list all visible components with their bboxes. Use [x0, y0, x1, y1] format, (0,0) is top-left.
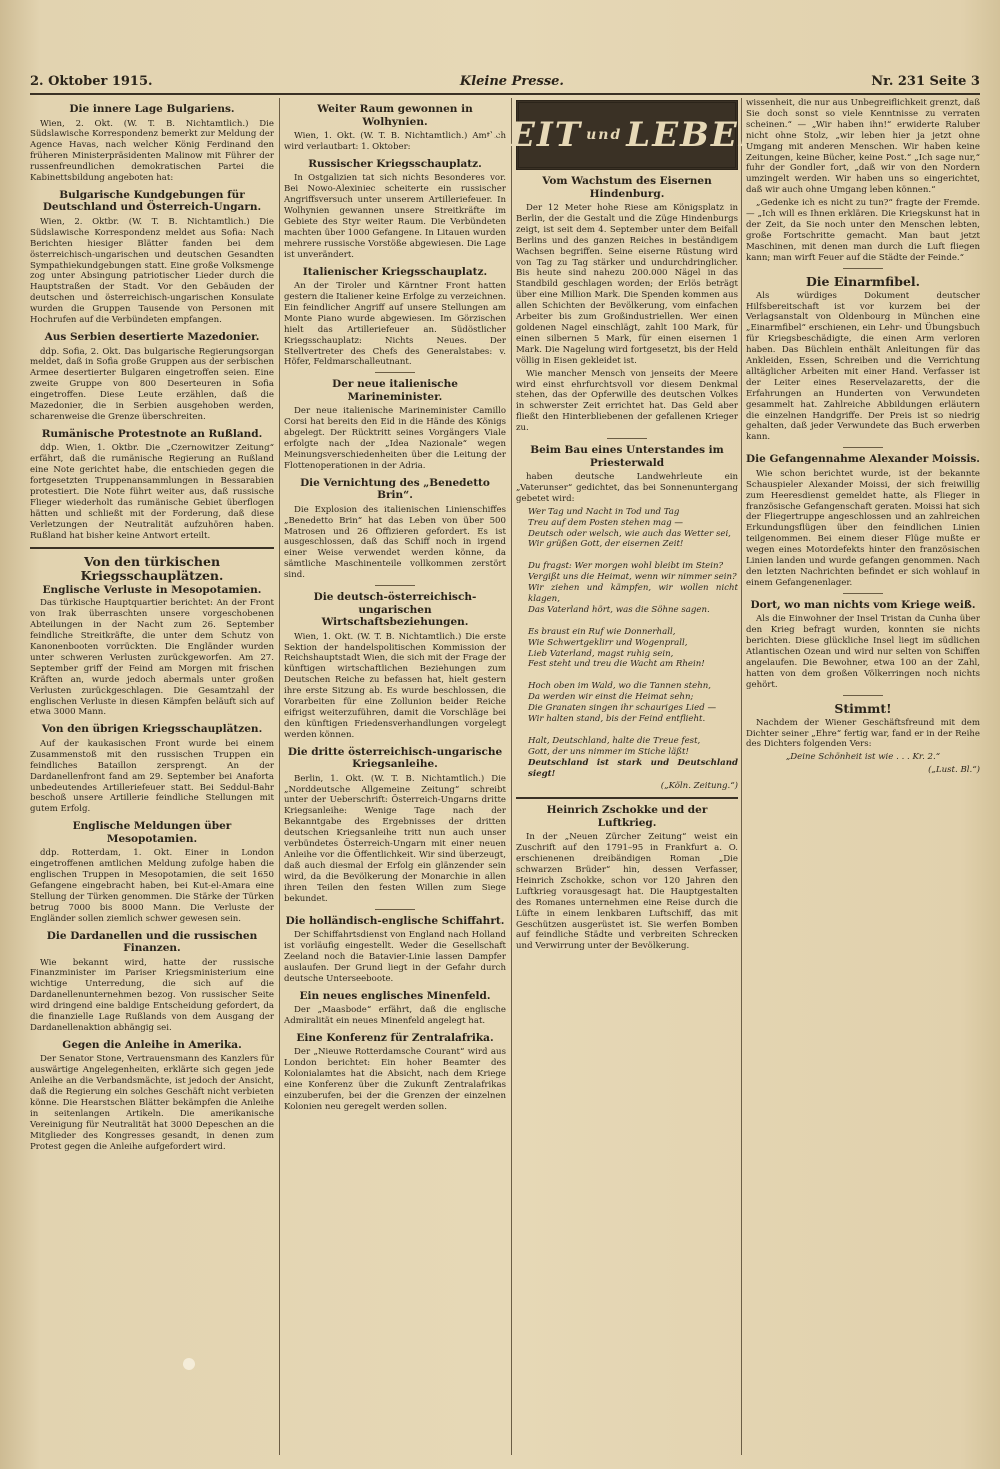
article-text: Der Schiffahrtsdienst von England nach Holland ist vorläufig eingestellt. Weder die Gesellschaft Zeeland noch die Batavier-Linie lassen Dampfer auslaufen. Der Grund liegt in der Gefahr durch deutsche Unterseeboote.: [284, 930, 506, 984]
article-headline: Bulgarische Kundgebungen für Deutschland und Österreich-Ungarn.: [42, 188, 262, 214]
article-text: Der „Nieuwe Rotterdamsche Courant“ wird aus London berichtet: Ein hoher Beamter des Kolonialamtes hat die Absicht, nach dem Kriege eine Konferenz über die Zukunft Zentralafrikas einzuberufen, bei der die Grenzen der einzelnen Kolonien neu geregelt werden sollen.: [284, 1047, 506, 1112]
masthead-word-und: und: [586, 126, 623, 143]
separator: [375, 909, 415, 910]
poem: [516, 507, 738, 780]
article-headline: Gegen die Anleihe in Amerika.: [62, 1038, 242, 1051]
article-text: wissenheit, die nur aus Unbegreiflichkeit grenzt, daß Sie doch sonst so viele Kenntnisse zu verraten scheinen.“ — „Wir haben ihn!“ erwiderte Raluber nicht ohne Stolz, „wir leben hier ja jetzt ohne Umgang mit anderen Menschen. Wir haben keine Zeitungen, keine Bücher, keine Post.“ „Ich sage nur,“ fuhr der Gondler fort, „daß wir von den Nordern umzingelt werden. Wir haben uns so eingerichtet, daß wir auch ohne Umgang leben können.“: [746, 98, 980, 196]
article-headline: Beim Bau eines Unterstandes im Priesterwald: [530, 444, 724, 469]
column-2: [284, 98, 506, 1455]
header-paper-title: Kleine Presse.: [459, 73, 564, 89]
article-text: Auf der kaukasischen Front wurde bei einem Zusammenstoß mit den russischen Truppen ein feindliches Bataillon zersprengt. An der Dardanellenfront fand am 29. September bei Anaforta unbedeutendes Artilleriefeuer statt. Bei Seddul-Bahr beschoß unsere Artillerie feindliche Stellungen mit gutem Erfolg.: [30, 738, 274, 815]
separator: [843, 695, 883, 696]
article-text: Der neue italienische Marineminister Camillo Corsi hat bereits den Eid in die Hände des Königs abgelegt. Der Rücktritt seines Vorgängers Viale erfolgte nach der „Idea Nazionale“ wegen Meinungsverschiedenheiten über die Leitung der Flottenoperationen in der Adria.: [284, 406, 506, 471]
poem-line: Treu auf dem Posten stehen mag —: [528, 517, 683, 528]
article-text: Die Explosion des italienischen Linienschiffes „Benedetto Brin“ hat das Leben von über 500 Matrosen und 26 Offizieren gefordert. Es ist ausgeschlossen, daß das Schiff noch in irgend einer Weise verwendet werden könne, da sämtliche Maschinenteile vollkommen zerstört sind.: [284, 504, 506, 581]
header-issue: Nr. 231 Seite 3: [871, 73, 980, 89]
article-text: ddp. Rotterdam, 1. Okt. Einer in London eingetroffenen amtlichen Meldung zufolge haben die englischen Truppen in Mesopotamien, die seit 1650 Gefangene eingebracht haben, bei Kut-el-Amara eine Stellung der Türken genommen. Die Stärke der Türken betrug 7000 bis 8000 Mann. Die Verluste der Engländer sollen ziemlich schwer gewesen sein.: [30, 848, 274, 924]
source-attribution: („Lust. Bl.“): [928, 765, 980, 776]
page-header: [30, 70, 980, 92]
masthead-word-leben: LEBEN: [626, 114, 772, 155]
poem-line: Wie Schwertgeklirr und Wogenprall,: [528, 637, 688, 648]
article-text: Als würdiges Dokument deutscher Hilfsbereitschaft ist vor kurzem bei der Verlagsanstalt von Oldenbourg in München eine „Einarmfibel“ erschienen, ein Lehr- und Übungsbuch für Kriegsbeschädigte, die einen Arm verloren haben. Das Büchlein enthält Anleitungen für das Ankleiden, Essen, Schreiben und die Verrichtung alltäglicher Arbeiten mit einer Hand. Verfasser ist der Leiter eines Reservelazaretts, der die Erfahrungen an Hunderten von Verwundeten gesammelt hat. Zahlreiche Abbildungen erläutern die einzelnen Handgriffe. Der Preis ist so niedrig gehalten, daß jeder Verwundete das Buch erwerben kann.: [746, 290, 980, 443]
separator: [375, 585, 415, 586]
poem-line: Deutsch oder welsch, wie auch das Wetter sei,: [528, 528, 731, 539]
zeit-und-leben-masthead: [482, 100, 772, 170]
article-text: Wie bekannt wird, hatte der russische Finanzminister im Pariser Kriegsministerium eine wichtige Unterredung, die sich auf die Dardanellenunternehmen bezog. Von russischer Seite wird dringend eine baldige Entscheidung gefordert, da die finanzielle Lage Rußlands von dem Ausgang der Dardanellenaktion abhängig sei.: [30, 957, 274, 1033]
separator: [843, 268, 883, 269]
article-headline: Eine Konferenz für Zentralafrika.: [296, 1031, 494, 1044]
article-headline: Italienischer Kriegsschauplatz.: [302, 265, 488, 278]
separator: [375, 372, 415, 373]
article-text: In der „Neuen Zürcher Zeitung“ weist ein Zuschrift auf den 1791–95 in Frankfurt a. O. erschienenen dreibändigen Roman „Die schwarzen Brüder“ hin, dessen Verfasser, Heinrich Zschokke, schon vor 120 Jahren den Luftkrieg vorausgesagt hat. Die Hauptgestalten des Romanes unternehmen eine Reise durch die Lüfte in einem lenkbaren Luftschiff, das mit Geschützen ausgerüstet ist. Sie werfen Bomben auf feindliche Städte und verbreiten Schrecken und Verwirrung unter der Bevölkerung.: [516, 832, 738, 952]
article-text: Der 12 Meter hohe Riese am Königsplatz in Berlin, der die Gestalt und die Züge Hindenburgs zeigt, ist seit dem 4. September unter dem Beifall Berlins und des ganzen Reiches in beständigem Wachsen begriffen. Seine eiserne Rüstung wird von Tag zu Tag stärker und undurchdringlicher. Bis heute sind nahezu 200.000 Nägel in das Standbild geschlagen worden; der Erlös beträgt über eine Million Mark. Die Spenden kommen aus allen Schichten der Bevölkerung, vom einfachen Arbeiter bis zum Großindustriellen. Wer einen goldenen Nagel einschlägt, zahlt 100 Mark, für einen silbernen 5 Mark, für einen eisernen 1 Mark. Die Nagelung wird fortgesetzt, bis der Held völlig in Eisen gekleidet ist.: [516, 203, 738, 366]
section-rule: [30, 547, 274, 549]
source-attribution: („Köln. Zeitung.“): [660, 781, 738, 792]
poem-line: Deutschland ist stark und Deutschland siegt!: [528, 757, 738, 779]
article-text: „Gedenke ich es nicht zu tun?“ fragte der Fremde. — „Ich will es Ihnen erklären. Die Kriegskunst hat in der Zeit, da Sie noch unter den Menschen lebten, große Fortschritte gemacht. Man baut jetzt Maschinen, mit denen man durch die Luft fliegen kann; man wirft Feuer auf die Städte der Feinde.“: [746, 198, 980, 263]
poem-line: Du fragst: Wer morgen wohl bleibt im Stein?: [528, 561, 724, 572]
poem-line: Gott, der uns nimmer im Stiche läßt!: [528, 746, 689, 757]
article-text: Wien, 1. Okt. (W. T. B. Nichtamtlich.) Amtlich wird verlautbart: 1. Oktober:: [284, 131, 506, 152]
column-3: [482, 98, 772, 1455]
column-1: [30, 98, 274, 1455]
column-divider-1: [279, 98, 280, 1455]
article-headline: Die innere Lage Bulgariens.: [69, 103, 235, 115]
article-headline: Die Einarmfibel.: [805, 273, 921, 289]
article-text: ddp. Sofia, 2. Okt. Das bulgarische Regierungsorgan meldet, daß in Sofia große Gruppen aus der serbischen Armee desertierter Bulgaren eingetroffen seien. Eine zweite Gruppe von 800 Deserteuren in Sofia eingetroffen. Diese Leute erzählen, daß die Mazedonier, die in Serbien ausgehoben werden, scharenweise die Grenze überschreiten.: [30, 346, 274, 422]
article-headline: Ein neues englisches Minenfeld.: [299, 989, 491, 1002]
poem-line: Halt, Deutschland, halte die Treue fest,: [528, 735, 701, 746]
header-date: 2. Oktober 1915.: [30, 73, 153, 89]
separator: [843, 593, 883, 594]
article-text: Wien, 1. Okt. (W. T. B. Nichtamtlich.) Die erste Sektion der handelspolitischen Kommission der Reichshauptstadt Wien, die sich mit der Frage der künftigen wirtschaftlichen Beziehungen zum Deutschen Reiche zu befassen hat, hielt gestern ihre erste Sitzung ab. Es wurde beschlossen, die Vorarbeiten für eine Zollunion beider Reiche eifrigst weiterzuführen, damit die Vorschläge bei den künftigen Friedensverhandlungen vorgelegt werden können.: [284, 631, 506, 740]
header-rule: [30, 93, 980, 95]
column-divider-3: [741, 98, 742, 1455]
section-rule: [516, 797, 738, 799]
poem-line: Fest steht und treu die Wacht am Rhein!: [528, 659, 705, 670]
poem-line: Es braust ein Ruf wie Donnerhall,: [528, 626, 676, 637]
left-edge-fragment: [0, 98, 16, 1455]
article-headline: Heinrich Zschokke und der Luftkrieg.: [546, 804, 708, 829]
article-text: Der Senator Stone, Vertrauensmann des Kanzlers für auswärtige Angelegenheiten, erklärte sich gegen jede Anleihe an die Verbandsmächte, ist jedoch der Ansicht, daß die Regierung ein solches Geschäft nicht verbieten könne. Die Hearstschen Blätter bekämpfen die Anleihe in seitenlangen Artikeln. Die amerikanische Vereinigung für Neutralität hat 3000 Depeschen an die Mitglieder des Kongresses gesandt, in denen zum Protest gegen die Anleihe aufgefordert wird.: [30, 1054, 274, 1152]
poem-line: Lieb Vaterland, magst ruhig sein,: [528, 648, 674, 659]
article-headline: Weiter Raum gewonnen in Wolhynien.: [317, 103, 473, 128]
article-text: Nachdem der Wiener Geschäftsfreund mit dem Dichter seiner „Ehre“ fertig war, fand er in der Reihe des Dichters folgenden Vers:: [746, 717, 980, 750]
poem-line: Vergißt uns die Heimat, wenn wir nimmer sein?: [528, 572, 737, 583]
article-headline: Die Vernichtung des „Benedetto Brin“.: [300, 476, 490, 502]
article-text: Der „Maasbode“ erfährt, daß die englische Admiralität ein neues Minenfeld angelegt hat.: [284, 1005, 506, 1026]
article-headline: Stimmt!: [834, 700, 892, 716]
article-text: Wien, 2. Oktbr. (W. T. B. Nichtamtlich.) Die Südslawische Korrespondenz meldet aus Sofia: Nach Berichten hiesiger Blätter fanden bei dem österreichisch-ungarischen und deutschen Gesandten Sympathiekundgebungen statt. Eine große Volksmenge zog unter Absingung patriotischer Lieder durch die Hauptstraßen der Stadt. Vor den Gebäuden der deutschen und österreichisch-ungarischen Konsulate wurden die Gruppen Tausende von Personen mit Hochrufen auf die Verbündeten empfangen.: [30, 216, 274, 326]
column-4: [746, 98, 980, 1455]
poem-line: Hoch oben im Wald, wo die Tannen stehn,: [528, 681, 712, 692]
article-text: Berlin, 1. Okt. (W. T. B. Nichtamtlich.) Die „Norddeutsche Allgemeine Zeitung“ schreibt unter der Ueberschrift: Österreich-Ungarns dritte Kriegsanleihe: Wenige Tage nach der Bekanntgabe des Ergebnisses der dritten deutschen Kriegsanleihe tritt nun auch unser verbündetes Österreich-Ungarn mit einer neuen Anleihe vor die Öffentlichkeit. Wir sind überzeugt, daß auch diesmal der Erfolg ein glänzender sein wird, da die Bevölkerung der Monarchie in allen ihren Teilen den festen Willen zum Siege bekundet.: [284, 773, 506, 904]
article-headline: Die holländisch-englische Schiffahrt.: [285, 914, 505, 927]
article-headline: Russischer Kriegsschauplatz.: [308, 157, 482, 170]
poem-line: Wir grüßen Gott, der eisernen Zeit!: [528, 539, 684, 550]
article-headline: Die Gefangennahme Alexander Moissis.: [746, 453, 980, 466]
article-headline: Aus Serbien desertierte Mazedonier.: [44, 331, 260, 343]
article-text: Das türkische Hauptquartier berichtet: An der Front von Irak überraschten unsere vorgeschobenen Abteilungen in der Nacht zum 26. September feindliche Streitkräfte, die unter dem Schutz von Kanonenbooten vorrückten. Die Engländer wurden unter schweren Verlusten zurückgeworfen. Am 27. September griff der Feind am Morgen mit frischen Kräften an, wurde jedoch abermals unter großen Verlusten zurückgeschlagen. Die Gesamtzahl der englischen Verluste in diesen Kämpfen beläuft sich auf etwa 3000 Mann.: [30, 598, 274, 718]
poem-line: Das Vaterland hört, was die Söhne sagen.: [528, 604, 710, 615]
section-subheadline: Englische Verluste in Mesopotamien.: [42, 583, 262, 596]
article-text: In Ostgalizien tat sich nichts Besonderes vor. Bei Nowo-Alexiniec scheiterte ein russischer Angriffsversuch unter unserem Artilleriefeuer. In Wolhynien gewannen unsere Streitkräfte im Gebiete des Styr weiter Raum. Die Verbündeten machten über 1000 Gefangene. In Litauen wurden mehrere russische Vorstöße abgewiesen. Die Lage ist unverändert.: [284, 173, 506, 260]
poem-line: Wer Tag und Nacht in Tod und Tag: [528, 506, 680, 517]
section-headline: Von den türkischen Kriegsschauplätzen.: [80, 553, 224, 583]
masthead-word-zeit: ZEIT: [482, 114, 583, 155]
poem-line: Da werden wir einst die Heimat sehn;: [528, 692, 694, 703]
poem-line: Die Granaten singen ihr schauriges Lied —: [528, 703, 717, 714]
article-headline: Die dritte österreichisch-ungarische Kriegsanleihe.: [287, 745, 503, 771]
article-headline: Rumänische Protestnote an Rußland.: [41, 427, 263, 440]
poem-line: Wir ziehen und kämpfen, wir wollen nicht klagen,: [528, 583, 738, 604]
separator: [607, 438, 647, 439]
article-headline: Von den übrigen Kriegsschauplätzen.: [41, 723, 263, 736]
column-divider-2: [511, 98, 512, 1455]
article-text: haben deutsche Landwehrleute ein „Vaterunser“ gedichtet, das bei Sonnenuntergang gebetet wird:: [516, 472, 738, 504]
article-headline: Die Dardanellen und die russischen Finanzen.: [46, 929, 258, 955]
article-headline: Englische Meldungen über Mesopotamien.: [72, 820, 232, 845]
poem-line: Wir halten stand, bis der Feind entflieht.: [528, 713, 706, 724]
article-text: Als die Einwohner der Insel Tristan da Cunha über den Krieg befragt wurden, konnten sie nichts berichten. Diese glückliche Insel liegt im südlichen Atlantischen Ozean und wird nur selten von Schiffen angelaufen. Die Bewohner, etwa 100 an der Zahl, hatten von dem großen Völkerringen noch nichts gehört.: [746, 614, 980, 690]
article-text: Wie mancher Mensch von jenseits der Meere wird einst ehrfurchtsvoll vor diesem Denkmal stehen, das der Opferwille des deutschen Volkes in schwerster Zeit errichtet hat. Das Geld aber fließt den Hinterbliebenen der gefallenen Krieger zu.: [516, 368, 738, 434]
quote-line: „Deine Schönheit ist wie . . . Kr. 2.“: [785, 752, 941, 763]
article-text: An der Tiroler und Kärntner Front hatten gestern die Italiener keine Erfolge zu verzeichnen. Ein feindlicher Angriff auf unsere Stellungen am Monte Piano wurde abgewiesen. Im Görzischen hielt das Artilleriefeuer an. Südöstlicher Kriegsschauplatz: Nichts Neues. Der Stellvertreter des Chefs des Generalstabes: v. Höfer, Feldmarschalleutnant.: [284, 281, 506, 368]
separator: [843, 447, 883, 448]
article-text: ddp. Wien, 1. Oktbr. Die „Czernowitzer Zeitung“ erfährt, daß die rumänische Regierung an Rußland eine Note gerichtet habe, die entschieden gegen die fortgesetzten Truppenansammlungen in Bessarabien protestiert. Die Note führt weiter aus, daß russische Flieger wiederholt das rumänische Gebiet überflogen hätten und schließt mit der Forderung, daß diese Verletzungen der Neutralität aufzuhören haben. Rußland hat bisher keine Antwort erteilt.: [30, 443, 274, 541]
article-text: Wie schon berichtet wurde, ist der bekannte Schauspieler Alexander Moissi, der sich freiwillig zum Heeresdienst gemeldet hatte, als Flieger in französische Gefangenschaft geraten. Moissi hat sich der Fliegertruppe angeschlossen und an zahlreichen Erkundungsflügen über den feindlichen Linien teilgenommen. Bei einem dieser Flüge mußte er wegen eines Motordefekts hinter den französischen Linien landen und wurde gefangen genommen. Nach den letzten Nachrichten befindet er sich wohlauf in einem Gefangenenlager.: [746, 468, 980, 588]
article-headline: Der neue italienische Marineminister.: [332, 378, 458, 403]
article-text: Wien, 2. Okt. (W. T. B. Nichtamtlich.) Die Südslawische Korrespondenz bemerkt zur Meldung der Agence Havas, nach welcher König Ferdinand den früheren Ministerpräsidenten Malinow mit Führer der russenfreundlichen demokratischen Partei die Kabinettsbildung angeboten hat:: [30, 118, 274, 184]
article-headline: Die deutsch-österreichisch-ungarischen Wirtschaftsbeziehungen.: [313, 591, 477, 629]
article-headline: Vom Wachstum des Eisernen Hindenburg.: [542, 175, 712, 200]
article-headline: Dort, wo man nichts vom Kriege weiß.: [750, 598, 976, 611]
